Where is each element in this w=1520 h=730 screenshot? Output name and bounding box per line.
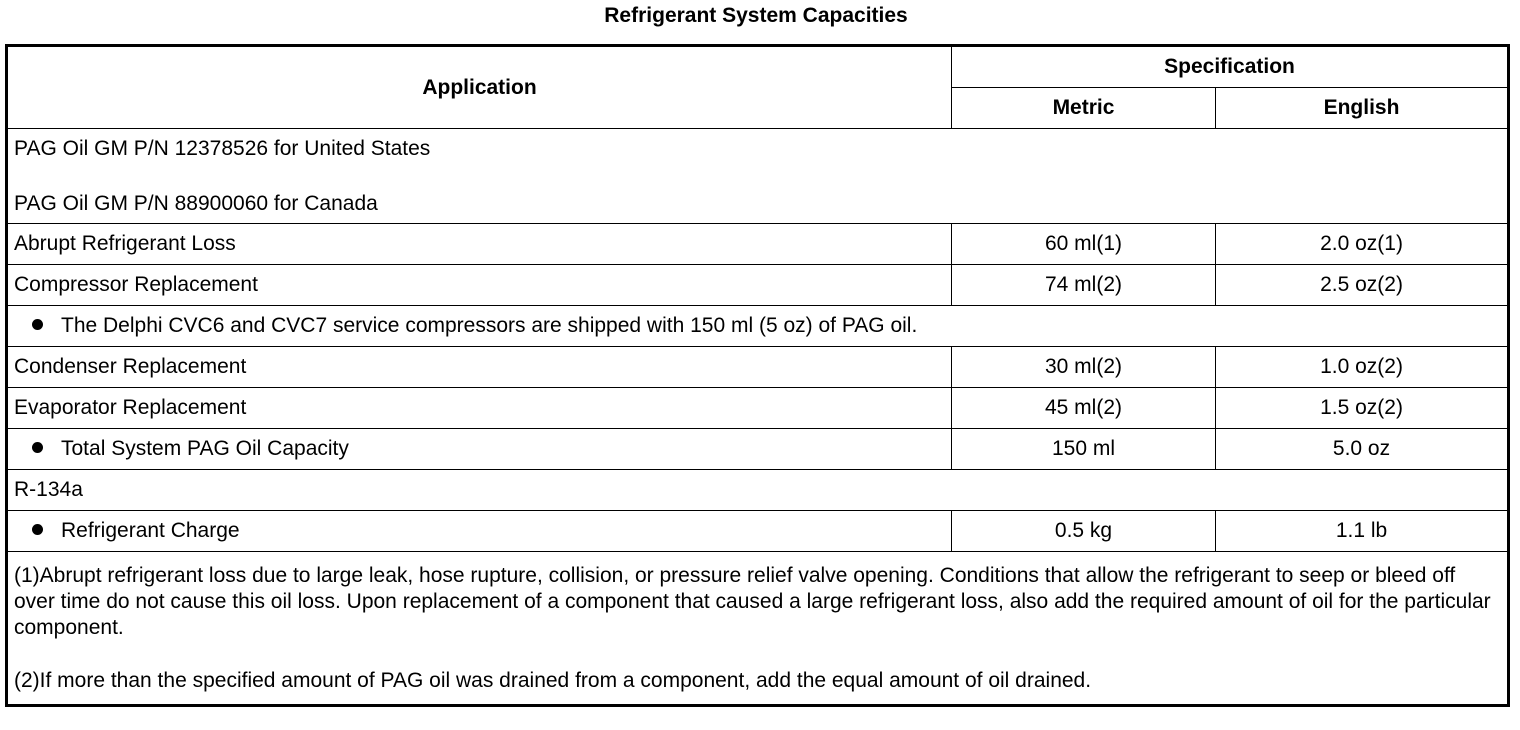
row-metric: 0.5 kg	[952, 511, 1216, 552]
table-row	[7, 265, 1509, 306]
table-row	[7, 511, 1509, 552]
table-row	[7, 429, 1509, 470]
header-application: Application	[7, 46, 952, 129]
page-title: Refrigerant System Capacities	[604, 4, 908, 27]
row-application	[7, 511, 952, 552]
bullet-icon	[32, 319, 43, 330]
row-english: 2.5 oz(2)	[1216, 265, 1509, 306]
refrigerant-group-cell: R-134a	[7, 470, 1509, 511]
capacities-table	[5, 44, 1510, 707]
delphi-note-cell	[7, 306, 1509, 347]
row-metric: 30 ml(2)	[952, 347, 1216, 388]
table-row	[7, 347, 1509, 388]
row-application-text: Refrigerant Charge	[61, 519, 240, 542]
row-metric: 74 ml(2)	[952, 265, 1216, 306]
row-metric: 150 ml	[952, 429, 1216, 470]
header-english: English	[1216, 88, 1509, 129]
bullet-icon	[32, 442, 43, 453]
footnote-2: (2)If more than the specified amount of PAG oil was drained from a component, add the equal amount of oil drained.	[14, 668, 1092, 692]
row-application: Condenser Replacement	[7, 347, 952, 388]
notes-row	[7, 552, 1509, 706]
row-application: Abrupt Refrigerant Loss	[7, 224, 952, 265]
row-english: 2.0 oz(1)	[1216, 224, 1509, 265]
row-application: Compressor Replacement	[7, 265, 952, 306]
header-metric: Metric	[952, 88, 1216, 129]
footnote-1: (1)Abrupt refrigerant loss due to large leak, hose rupture, collision, or pressure relief valve opening. Conditions that allow the refrigerant to seep or bleed off over time do not cause this oil loss. Upon replacement of a component that caused a large refrigerant loss, also add the required amount of oil for the particular component.	[14, 563, 1491, 639]
header-row-1	[7, 46, 1509, 88]
bullet-icon	[32, 524, 43, 535]
row-metric: 60 ml(1)	[952, 224, 1216, 265]
refrigerant-group-row	[7, 470, 1509, 511]
row-english: 1.5 oz(2)	[1216, 388, 1509, 429]
oil-group-cell	[7, 129, 1509, 224]
oil-group-row	[7, 129, 1509, 224]
notes-cell	[7, 552, 1509, 706]
delphi-note-text: The Delphi CVC6 and CVC7 service compressors are shipped with 150 ml (5 oz) of PAG oil.	[61, 314, 918, 337]
table-row	[7, 224, 1509, 265]
row-metric: 45 ml(2)	[952, 388, 1216, 429]
row-english: 5.0 oz	[1216, 429, 1509, 470]
row-english: 1.0 oz(2)	[1216, 347, 1509, 388]
row-english: 1.1 lb	[1216, 511, 1509, 552]
header-specification: Specification	[952, 46, 1509, 88]
row-application: Evaporator Replacement	[7, 388, 952, 429]
oil-group-canada: PAG Oil GM P/N 88900060 for Canada	[14, 192, 378, 215]
row-application-text: Total System PAG Oil Capacity	[61, 437, 349, 460]
table-row	[7, 388, 1509, 429]
row-application	[7, 429, 952, 470]
delphi-note-row	[7, 306, 1509, 347]
oil-group-us: PAG Oil GM P/N 12378526 for United States	[14, 137, 431, 160]
